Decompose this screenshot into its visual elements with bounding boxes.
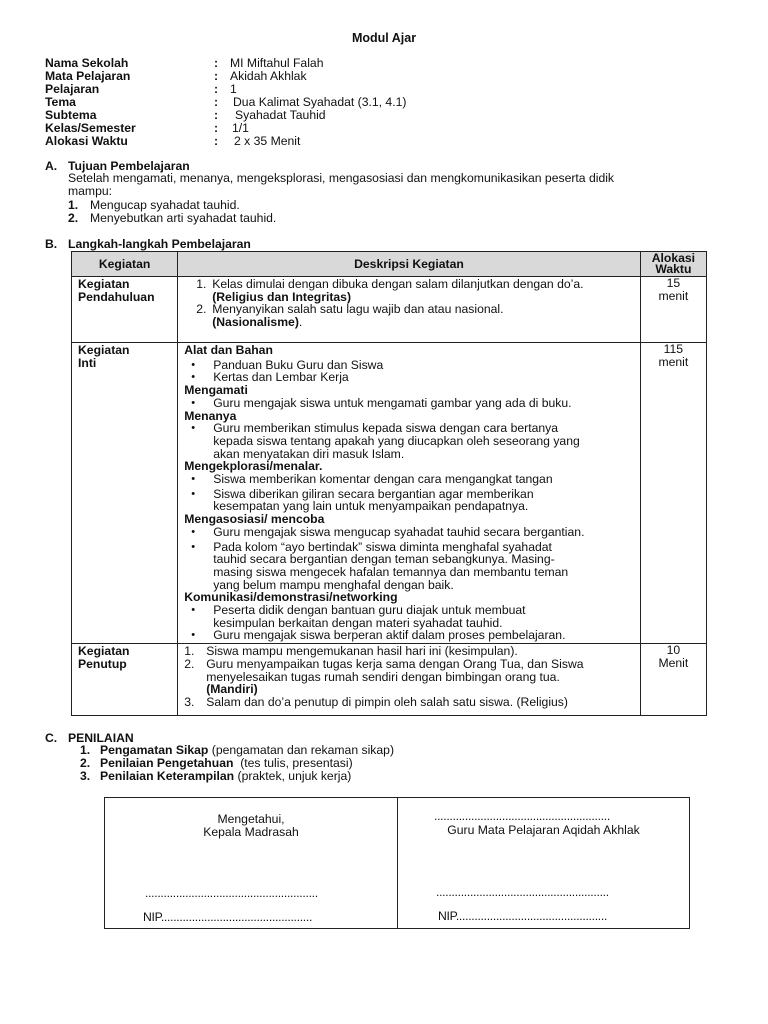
assessment-name: Penilaian Keterampilan (100, 769, 235, 783)
info-colon: : (214, 95, 219, 109)
bullet-line: • Peserta didik dengan bantuan guru diajak untuk membuat (213, 603, 526, 618)
info-colon: : (214, 108, 219, 122)
item-text: Siswa mampu mengemukanan hasil hari ini (kesimpulan). (206, 644, 518, 659)
list-item (184, 658, 636, 696)
activity-time-cell (640, 644, 706, 716)
bullet-line: • Siswa diberikan giliran secara bergantian agar memberikan (213, 486, 534, 501)
list-item (184, 303, 636, 328)
info-key: Kelas/Semester (45, 121, 136, 135)
header-alokasi-line: Alokasi (651, 251, 696, 265)
info-value: MI Miftahul Falah (230, 56, 324, 70)
table-row-inti (72, 343, 707, 644)
item-number: 1. (80, 743, 91, 757)
bullet-line: • Pada kolom “ayo bertindak” siswa diminta menghafal syahadat (213, 539, 552, 554)
table-row-pendahuluan (72, 277, 707, 343)
section-title: Langkah-langkah Pembelajaran (68, 237, 251, 251)
bullet-line: masing siswa mengecek hafalan temannya dan membantu teman (213, 564, 569, 579)
document-title: Modul Ajar (351, 31, 417, 45)
info-key: Mata Pelajaran (45, 69, 131, 83)
intro-line: mampu: (68, 184, 113, 199)
item-line: Guru menyampaikan tugas kerja sama dengan Orang Tua, dan Siswa (206, 656, 584, 671)
numbered-list (184, 645, 636, 709)
activity-name-cell (72, 343, 178, 644)
objective-item (68, 212, 614, 225)
item-number: 2. (196, 302, 207, 317)
subheading-mengamati: Mengamati (184, 383, 248, 398)
header-kegiatan: Kegiatan (72, 252, 178, 277)
info-key: Alokasi Waktu (45, 134, 128, 148)
time-unit: Menit (658, 655, 689, 670)
value-note-line (212, 316, 636, 329)
signature-nip: NIP................................................. (438, 909, 608, 923)
bullet-line: kesimpulan berkaitan dengan materi syahadat tauhid. (213, 615, 503, 630)
section-b-heading (45, 237, 251, 251)
numbered-list (184, 278, 636, 329)
info-value: Dua Kalimat Syahadat (3.1, 4.1) (233, 95, 407, 109)
activity-name-line: Penutup (78, 656, 127, 671)
value-note: (Nasionalisme) (212, 315, 299, 330)
list-item (184, 645, 636, 658)
info-colon: : (214, 121, 219, 135)
time-value: 15 (666, 276, 681, 290)
activity-description-cell (178, 644, 641, 716)
item-text: Menyebutkan arti syahadat tauhid. (90, 210, 277, 225)
info-key: Subtema (45, 108, 97, 122)
value-note-suffix: . (298, 315, 303, 330)
assessment-detail: (praktek, unjuk kerja) (234, 769, 352, 783)
info-key: Tema (45, 95, 76, 109)
info-key: Nama Sekolah (45, 56, 129, 70)
signature-place-date: ......................................................... (434, 809, 610, 823)
subheading-menanya: Menanya (184, 408, 237, 423)
activity-name-line: Inti (78, 355, 97, 370)
signature-headmaster (105, 798, 398, 928)
bullet-line: • Siswa memberikan komentar dengan cara mengangkat tangan (213, 472, 553, 487)
signature-acknowledge: Mengetahui, (217, 812, 285, 826)
bullet-line: • Guru memberikan stimulus kepada siswa dengan cara bertanya (213, 421, 559, 436)
item-number: 2. (80, 756, 91, 770)
bullet-line: kesempatan yang lain untuk menyampaikan pendapatnya. (213, 499, 529, 514)
section-letter: C. (45, 731, 58, 745)
assessment-list (80, 744, 394, 783)
item-number: 3. (80, 769, 91, 783)
subheading-komunikasi: Komunikasi/demonstrasi/networking (184, 590, 398, 605)
section-letter: B. (45, 237, 58, 251)
assessment-detail: (tes tulis, presentasi) (233, 756, 353, 770)
item-text: Menyanyikan salah satu lagu wajib dan atau nasional. (212, 302, 504, 317)
bullet-line: yang belum mampu menghafal dengan baik. (213, 577, 454, 592)
info-colon: : (214, 134, 219, 148)
signature-role: Kepala Madrasah (203, 825, 299, 839)
signature-teacher (398, 798, 689, 928)
section-letter: A. (45, 159, 58, 173)
value-note: (Religius dan Integritas) (212, 289, 352, 304)
bullet-line: akan menyatakan diri masuk Islam. (213, 446, 405, 461)
info-value: Syahadat Tauhid (235, 108, 326, 122)
info-colon: : (214, 69, 219, 83)
value-note: (Mandiri) (206, 682, 258, 697)
bullet-item: • Guru mengajak siswa untuk mengamati gambar yang ada di buku. (184, 397, 636, 410)
info-value: 1 (230, 82, 237, 96)
objective-item (68, 199, 614, 212)
item-number: 1. (68, 197, 79, 212)
item-text: Salam dan do’a penutup di pimpin oleh salah satu siswa. (Religius) (206, 694, 568, 709)
signature-box (104, 797, 690, 929)
item-number: 1. (196, 277, 207, 291)
section-title: PENILAIAN (68, 731, 134, 745)
subheading-eksplorasi: Mengekplorasi/menalar. (184, 459, 323, 474)
signature-role: Guru Mata Pelajaran Aqidah Akhlak (447, 823, 640, 837)
table-header-row (72, 252, 707, 277)
bullet-item (184, 526, 636, 539)
bullet-item (184, 541, 636, 592)
activity-name-cell (72, 644, 178, 716)
table-row-penutup (72, 644, 707, 716)
bullet-item: • Panduan Buku Guru dan Siswa (184, 359, 636, 372)
bullet-line: kepada siswa tentang apakah yang diucapkan oleh seseorang yang (213, 433, 580, 448)
bullet-line: • Guru mengajak siswa berperan aktif dalam proses pembelajaran. (213, 628, 566, 643)
time-unit: menit (658, 288, 689, 303)
time-unit: menit (658, 354, 689, 369)
activity-name-line: Pendahuluan (78, 289, 155, 304)
list-item (184, 278, 636, 303)
time-value: 115 (663, 342, 684, 356)
header-alokasi-line: Waktu (655, 262, 692, 276)
bullet-item (184, 604, 636, 629)
header-deskripsi: Deskripsi Kegiatan (178, 252, 641, 277)
time-value: 10 (666, 643, 681, 658)
assessment-detail: (pengamatan dan rekaman sikap) (208, 743, 395, 757)
info-key: Pelajaran (45, 82, 100, 96)
bullet-item: • Kertas dan Lembar Kerja (184, 371, 636, 384)
subheading-alat: Alat dan Bahan (184, 343, 273, 357)
activity-description-cell (178, 343, 641, 644)
info-value: Akidah Akhlak (230, 69, 307, 83)
activity-name-line: Kegiatan (78, 343, 130, 357)
activity-time-cell (640, 343, 706, 644)
item-text: Mengucap syahadat tauhid. (90, 197, 240, 212)
item-number: 2. (68, 210, 79, 225)
activity-description-cell (178, 277, 641, 343)
section-a-intro (68, 172, 614, 225)
item-number: 3. (184, 694, 195, 709)
bullet-item (184, 422, 636, 460)
assessment-name: Pengamatan Sikap (100, 743, 209, 757)
subheading-asosiasi: Mengasosiasi/ mencoba (184, 512, 325, 527)
info-colon: : (214, 82, 219, 96)
item-text: Kelas dimulai dengan dibuka dengan salam dilanjutkan dengan do’a. (212, 277, 584, 291)
activity-name-line: Kegiatan (78, 644, 130, 659)
intro-line: Setelah mengamati, menanya, mengeksplorasi, mengasosiasi dan mengkomunikasikan peserta didik (68, 171, 615, 185)
signature-nip: NIP................................................. (143, 910, 313, 924)
bullet-item (184, 488, 636, 513)
activity-name-line: Kegiatan (78, 277, 130, 291)
item-number: 1. (184, 644, 195, 659)
assessment-item (80, 770, 394, 783)
info-value: 1/1 (232, 121, 249, 135)
section-title: Tujuan Pembelajaran (68, 159, 190, 173)
bullet-item (184, 629, 636, 642)
bullet-item (184, 473, 636, 486)
signature-name-line: ........................................................ (436, 885, 609, 899)
info-colon: : (214, 56, 219, 70)
item-line: menyelesaikan tugas rumah sendiri dengan bimbingan orang tua. (206, 669, 560, 684)
activity-name-cell (72, 277, 178, 343)
header-alokasi (640, 252, 706, 277)
signature-name-line: ........................................................ (145, 886, 318, 900)
info-value: 2 x 35 Menit (234, 134, 301, 148)
list-item (184, 696, 636, 709)
activity-time-cell (640, 277, 706, 343)
item-number: 2. (184, 656, 195, 671)
activity-table (71, 251, 707, 716)
assessment-name: Penilaian Pengetahuan (100, 756, 234, 770)
bullet-line: tauhid secara bergantian dengan teman sebangkunya. Masing- (213, 552, 555, 567)
bullet-line: • Guru mengajak siswa mengucap syahadat tauhid secara bergantian. (213, 524, 585, 539)
